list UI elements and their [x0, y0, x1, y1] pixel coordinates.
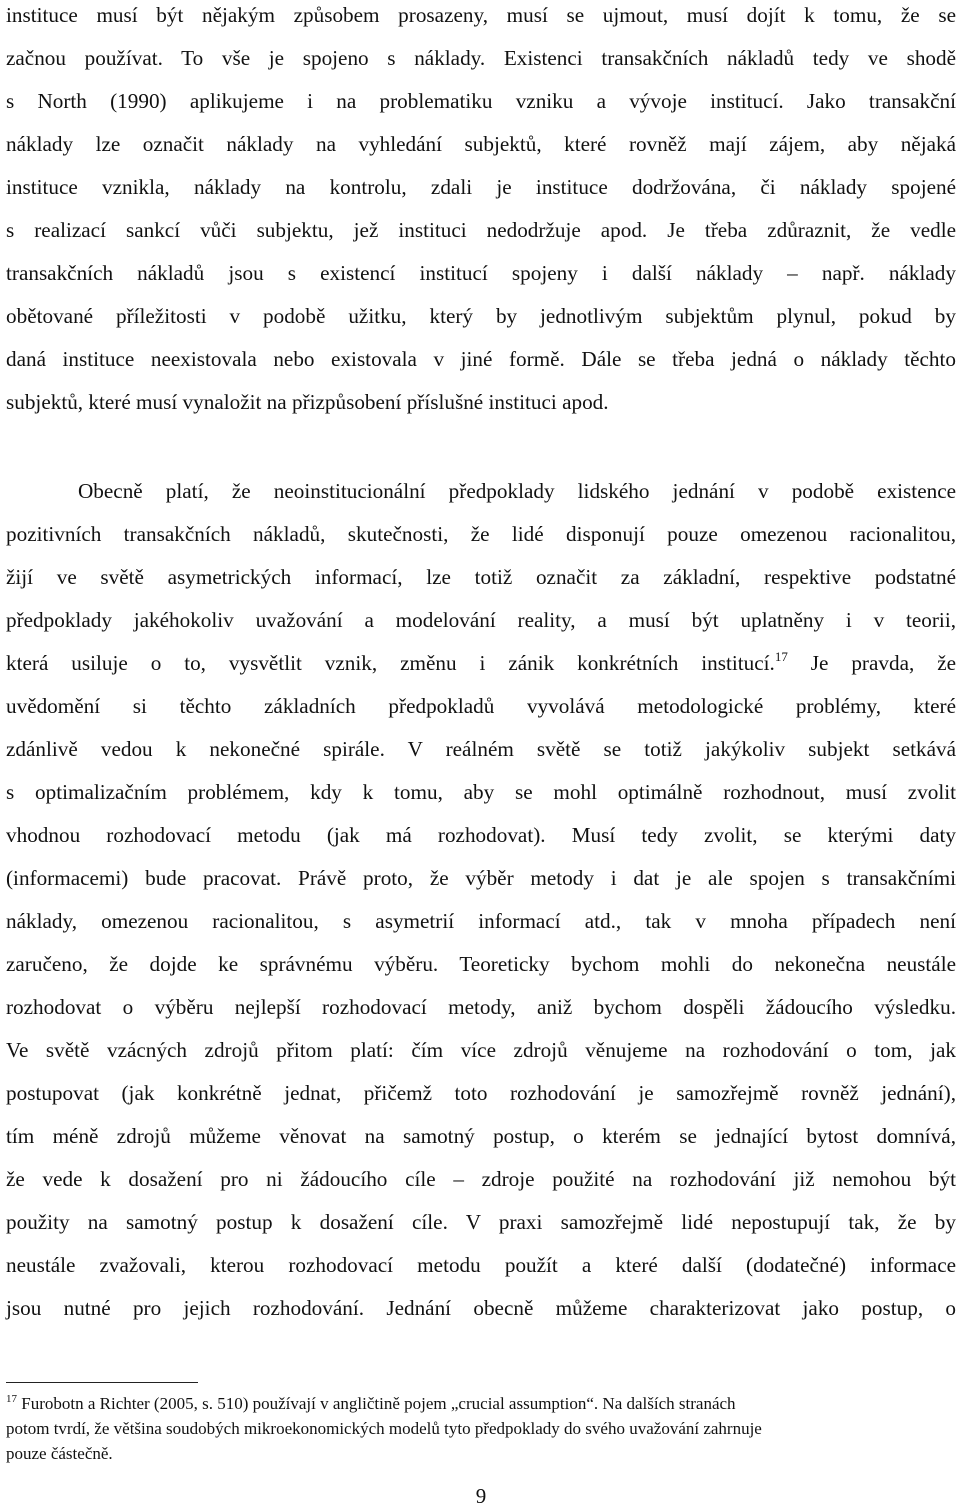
text-line: uvědomění si těchto základních předpokladů vyvolává metodologické problémy, které — [6, 694, 956, 718]
text-line: daná instituce neexistovala nebo existovala v jiné formě. Dále se třeba jedná o náklady těchto — [6, 347, 956, 371]
text-line: s optimalizačním problémem, kdy k tomu, aby se mohl optimálně rozhodnout, musí zvolit — [6, 780, 956, 804]
document-page — [6, 0, 956, 1509]
text-line: s North (1990) aplikujeme i na problematiku vzniku a vývoje institucí. Jako transakční — [6, 89, 956, 113]
footnote-line: potom tvrdí, že většina soudobých mikroekonomických modelů tyto předpoklady do svého uvažování zahrnuje — [6, 1419, 762, 1438]
footnote-line: pouze částečně. — [6, 1444, 113, 1463]
text-line: neustále zvažovali, kterou rozhodovací metodu použít a které další (dodatečné) informace — [6, 1253, 956, 1277]
text-line: (informacemi) bude pracovat. Právě proto, že výběr metody i dat je ale spojen s transakčními — [6, 866, 956, 890]
text-line: Ve světě vzácných zdrojů přitom platí: čím více zdrojů věnujeme na rozhodování o tom, jak — [6, 1038, 956, 1062]
text-line: Obecně platí, že neoinstitucionální předpoklady lidského jednání v podobě existence — [78, 479, 956, 503]
text-line: náklady, omezenou racionalitou, s asymetrií informací atd., tak v mnoha případech není — [6, 909, 956, 933]
text-line: subjektů, které musí vynaložit na přizpůsobení příslušné instituci apod. — [6, 390, 609, 414]
footnote-divider — [6, 1382, 198, 1383]
text-line: zaručeno, že dojde ke správnému výběru. Teoreticky bychom mohli do nekonečna neustále — [6, 952, 956, 976]
footnote-number: 17 — [6, 1393, 17, 1405]
footnote-line — [6, 1393, 946, 1415]
text-line: rozhodovat o výběru nejlepší rozhodovací metody, aniž bychom dospěli žádoucího výsledku. — [6, 995, 956, 1019]
text-line: začnou používat. To vše je spojeno s náklady. Existenci transakčních nákladů tedy ve shodě — [6, 46, 956, 70]
text-line: obětované příležitosti v podobě užitku, který by jednotlivým subjektům plynul, pokud by — [6, 304, 956, 328]
text-line: předpoklady jakéhokoliv uvažování a modelování reality, a musí být uplatněny i v teorii, — [6, 608, 956, 632]
text-span: Je pravda, že — [810, 651, 956, 675]
text-line: náklady lze označit náklady na vyhledání subjektů, které rovněž mají zájem, aby nějaká — [6, 132, 956, 156]
text-line: instituce vznikla, náklady na kontrolu, zdali je instituce dodržována, či náklady spojené — [6, 175, 956, 199]
footnote-text: Furobotn a Richter (2005, s. 510) používají v angličtině pojem „crucial assumption“. Na dalších stranách — [21, 1394, 736, 1413]
text-line — [6, 649, 956, 677]
text-line: žijí ve světě asymetrických informací, lze totiž označit za základní, respektive podstatné — [6, 565, 956, 589]
text-line: s realizací sankcí vůči subjektu, jež instituci nedodržuje apod. Je třeba zdůraznit, že vedle — [6, 218, 956, 242]
text-line: instituce musí být nějakým způsobem prosazeny, musí se ujmout, musí dojít k tomu, že se — [6, 3, 956, 27]
footnote-reference[interactable]: 17 — [774, 649, 788, 664]
text-line: vhodnou rozhodovací metodu (jak má rozhodovat). Musí tedy zvolit, se kterými daty — [6, 823, 956, 847]
text-line: použity na samotný postup k dosažení cíle. V praxi samozřejmě lidé nepostupují tak, že by — [6, 1210, 956, 1234]
text-line: pozitivních transakčních nákladů, skutečnosti, že lidé disponují pouze omezenou racionalitou, — [6, 522, 956, 546]
text-line: zdánlivě vedou k nekonečné spirále. V reálném světě se totiž jakýkoliv subjekt setkává — [6, 737, 956, 761]
text-line: jsou nutné pro jejich rozhodování. Jednání obecně můžeme charakterizovat jako postup, o — [6, 1296, 956, 1320]
text-line: postupovat (jak konkrétně jednat, přičemž toto rozhodování je samozřejmě rovněž jednání), — [6, 1081, 956, 1105]
text-span: která usiluje o to, vysvětlit vznik, změnu i zánik konkrétních institucí. — [6, 651, 775, 675]
text-line: tím méně zdrojů můžeme věnovat na samotný postup, o kterém se jednající bytost domnívá, — [6, 1124, 956, 1148]
text-line: že vede k dosažení pro ni žádoucího cíle – zdroje použité na rozhodování již nemohou být — [6, 1167, 956, 1191]
page-number: 9 — [475, 1484, 487, 1508]
text-line: transakčních nákladů jsou s existencí institucí spojeny i další náklady – např. náklady — [6, 261, 956, 285]
